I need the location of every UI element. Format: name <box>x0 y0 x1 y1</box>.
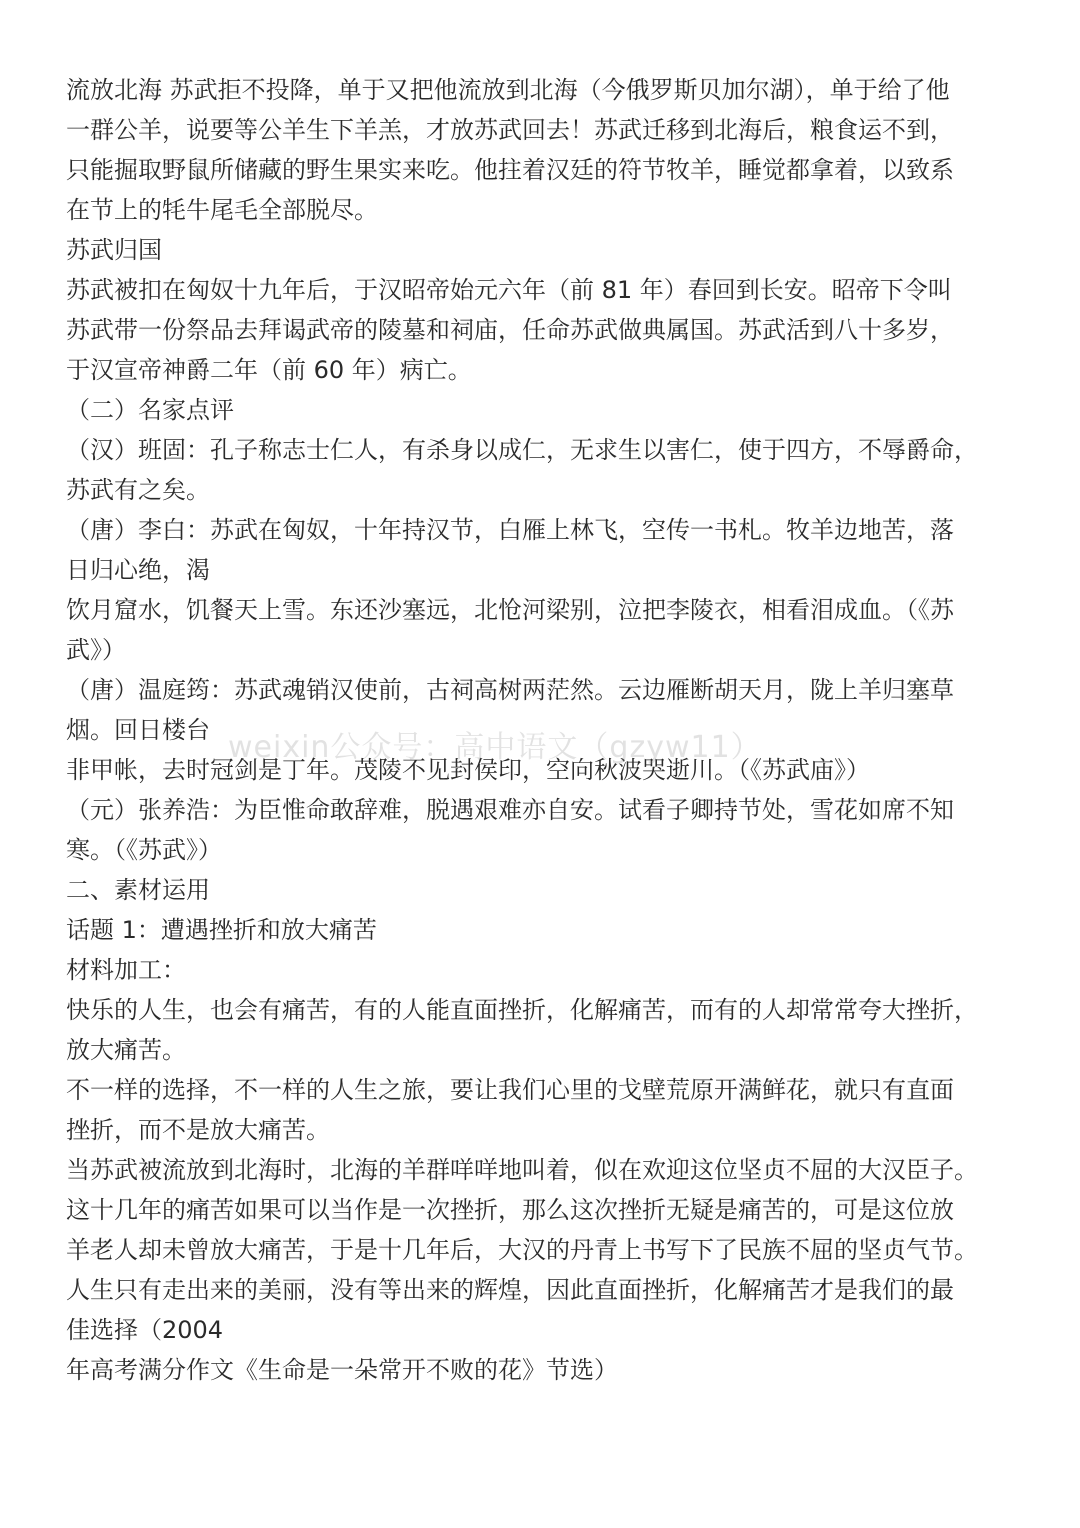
text-line: 武》） <box>66 636 126 664</box>
section-heading: （二）名家点评 <box>66 396 234 424</box>
text-line: 快乐的人生，也会有痛苦，有的人能直面挫折，化解痛苦，而有的人却常常夸大挫折， <box>66 996 978 1024</box>
text-line: 材料加工： <box>66 956 186 984</box>
text-line: 苏武有之矣。 <box>66 476 210 504</box>
text-line: 放大痛苦。 <box>66 1036 186 1064</box>
text-line: 于汉宣帝神爵二年（前 60 年）病亡。 <box>66 356 472 384</box>
text-line: 寒。（《苏武》） <box>66 836 222 864</box>
text-line: 只能掘取野鼠所储藏的野生果实来吃。他拄着汉廷的符节牧羊，睡觉都拿着，以致系 <box>66 156 954 184</box>
text-line: 年高考满分作文《生命是一朵常开不败的花》节选） <box>66 1356 618 1384</box>
text-line: （元）张养浩：为臣惟命敢辞难，脱遇艰难亦自安。试看子卿持节处，雪花如席不知 <box>66 796 954 824</box>
text-line: 人生只有走出来的美丽，没有等出来的辉煌，因此直面挫折，化解痛苦才是我们的最 <box>66 1276 954 1304</box>
text-line: （汉）班固：孔子称志士仁人，有杀身以成仁，无求生以害仁，使于四方，不辱爵命， <box>66 436 978 464</box>
text-line: 在节上的牦牛尾毛全部脱尽。 <box>66 196 378 224</box>
topic-heading: 话题 1：遭遇挫折和放大痛苦 <box>66 916 377 944</box>
text-line: 苏武带一份祭品去拜谒武帝的陵墓和祠庙，任命苏武做典属国。苏武活到八十多岁， <box>66 316 954 344</box>
text-line: 一群公羊，说要等公羊生下羊羔，才放苏武回去！苏武迁移到北海后，粮食运不到， <box>66 116 954 144</box>
text-line: 不一样的选择，不一样的人生之旅，要让我们心里的戈壁荒原开满鲜花，就只有直面 <box>66 1076 954 1104</box>
text-line: 流放北海 苏武拒不投降，单于又把他流放到北海（今俄罗斯贝加尔湖），单于给了他 <box>66 76 950 104</box>
text-line: 这十几年的痛苦如果可以当作是一次挫折，那么这次挫折无疑是痛苦的，可是这位放 <box>66 1196 954 1224</box>
text-line: 羊老人却未曾放大痛苦，于是十几年后，大汉的丹青上书写下了民族不屈的坚贞气节。 <box>66 1236 978 1264</box>
text-line: 非甲帐，去时冠剑是丁年。茂陵不见封侯印，空向秋波哭逝川。（《苏武庙》） <box>66 756 870 784</box>
text-line: 当苏武被流放到北海时，北海的羊群咩咩地叫着，似在欢迎这位坚贞不屈的大汉臣子。 <box>66 1156 978 1184</box>
text-line: （唐）李白：苏武在匈奴，十年持汉节，白雁上林飞，空传一书札。牧羊边地苦，落 <box>66 516 954 544</box>
text-line: 饮月窟水，饥餐天上雪。东还沙塞远，北怆河梁别，泣把李陵衣，相看泪成血。（《苏 <box>66 596 954 624</box>
text-line: 日归心绝，渴 <box>66 556 210 584</box>
text-line: 苏武被扣在匈奴十九年后，于汉昭帝始元六年（前 81 年）春回到长安。昭帝下令叫 <box>66 276 952 304</box>
section-heading: 二、素材运用 <box>66 876 210 904</box>
text-line: 挫折，而不是放大痛苦。 <box>66 1116 330 1144</box>
text-line: 佳选择（2004 <box>66 1316 224 1344</box>
watermark-text: weixin公众号：高中语文（gzyw11） <box>228 730 762 765</box>
text-line: 烟。回日楼台 <box>66 716 210 744</box>
section-heading: 苏武归国 <box>66 236 162 264</box>
text-line: （唐）温庭筠：苏武魂销汉使前，古祠高树两茫然。云边雁断胡天月，陇上羊归塞草 <box>66 676 954 704</box>
